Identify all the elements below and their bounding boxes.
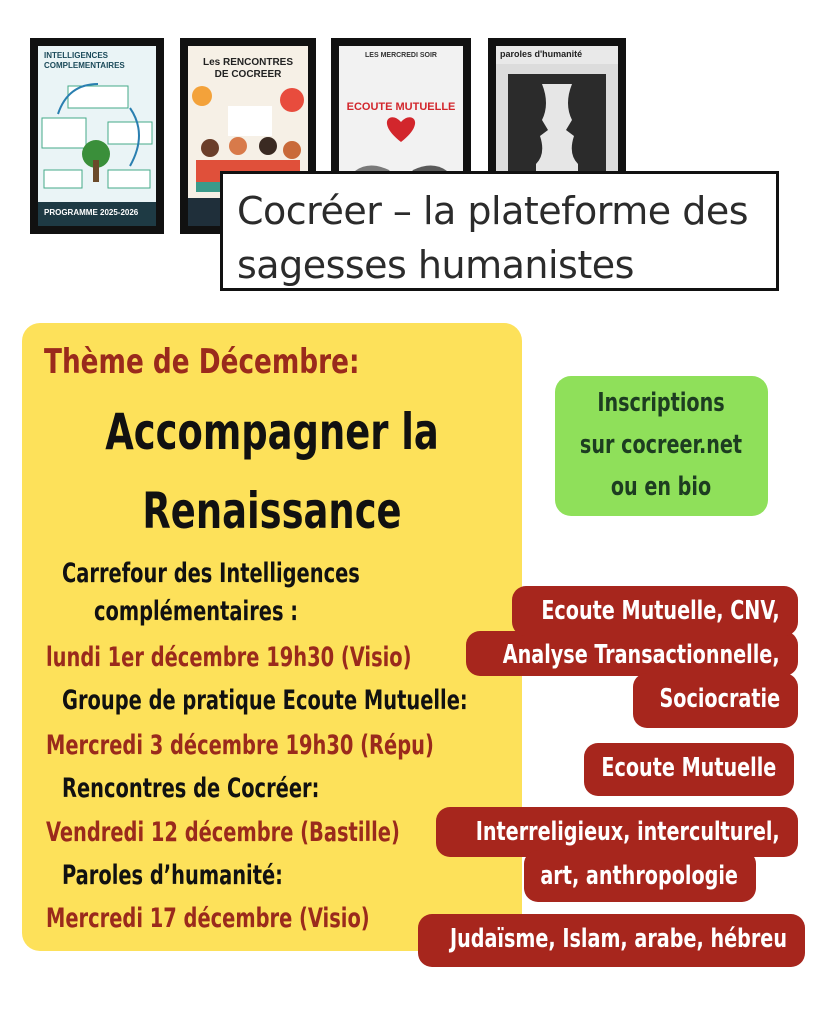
tag-1-line1: Ecoute Mutuelle, CNV,: [541, 596, 780, 626]
theme-title-line1: Accompagner la: [105, 403, 439, 461]
event-4-title: Paroles d’humanité:: [62, 860, 283, 891]
event-2-date: Mercredi 3 décembre 19h30 (Répu): [46, 730, 434, 761]
event-1-title-line1: Carrefour des Intelligences: [62, 558, 360, 589]
poster-subtitle: COMPLEMENTAIRES: [44, 61, 125, 70]
poster-illustration: [38, 74, 156, 194]
tag-3-line2: art, anthropologie: [540, 861, 738, 891]
poster-title: Les RENCONTRES: [202, 57, 293, 68]
poster-title: INTELLIGENCES: [44, 51, 109, 60]
inscriptions-line3: ou en bio: [610, 472, 712, 502]
header-title-box: [220, 171, 779, 291]
event-4-date: Mercredi 17 décembre (Visio): [46, 903, 370, 934]
event-1-date: lundi 1er décembre 19h30 (Visio): [46, 642, 412, 673]
tag-3-line1: Interreligieux, interculturel,: [476, 817, 780, 847]
poster-subtitle: DE COCREER: [214, 69, 282, 80]
theme-label: Thème de Décembre:: [44, 342, 360, 382]
poster-title: LES MERCREDI SOIR: [365, 52, 437, 59]
event-1-title-line2: complémentaires :: [94, 596, 299, 627]
poster-subtitle: ECOUTE MUTUELLE: [346, 101, 456, 113]
tag-2-line1: Ecoute Mutuelle: [601, 753, 776, 783]
poster-year: PROGRAMME 2025-2026: [44, 207, 139, 217]
tag-4-line1: Judaïsme, Islam, arabe, hébreu: [449, 924, 787, 954]
inscriptions-box: [555, 376, 768, 516]
poster-title: paroles d'humanité: [500, 49, 583, 59]
inscriptions-line1: Inscriptions: [597, 388, 725, 418]
tag-1-line3: Sociocratie: [659, 684, 780, 714]
page-title-line1: Cocréer – la plateforme des: [237, 189, 749, 233]
tag-ecoute-mutuelle: [584, 743, 794, 796]
tag-interreligieux: [436, 807, 798, 902]
page-title-line2: sagesses humanistes: [237, 243, 634, 287]
event-3-date: Vendredi 12 décembre (Bastille): [46, 817, 400, 848]
inscriptions-line2: sur cocreer.net: [579, 430, 743, 460]
poster-intelligences-image: [38, 46, 156, 226]
event-2-title: Groupe de pratique Ecoute Mutuelle:: [62, 685, 468, 716]
poster-intelligences: [30, 38, 164, 234]
tag-1-line2: Analyse Transactionnelle,: [503, 640, 780, 670]
theme-title-line2: Renaissance: [142, 482, 402, 540]
event-3-title: Rencontres de Cocréer:: [62, 773, 320, 804]
tag-judaisme-islam: [418, 914, 805, 967]
tag-ecoute-cnv-at-socio: [466, 586, 798, 728]
